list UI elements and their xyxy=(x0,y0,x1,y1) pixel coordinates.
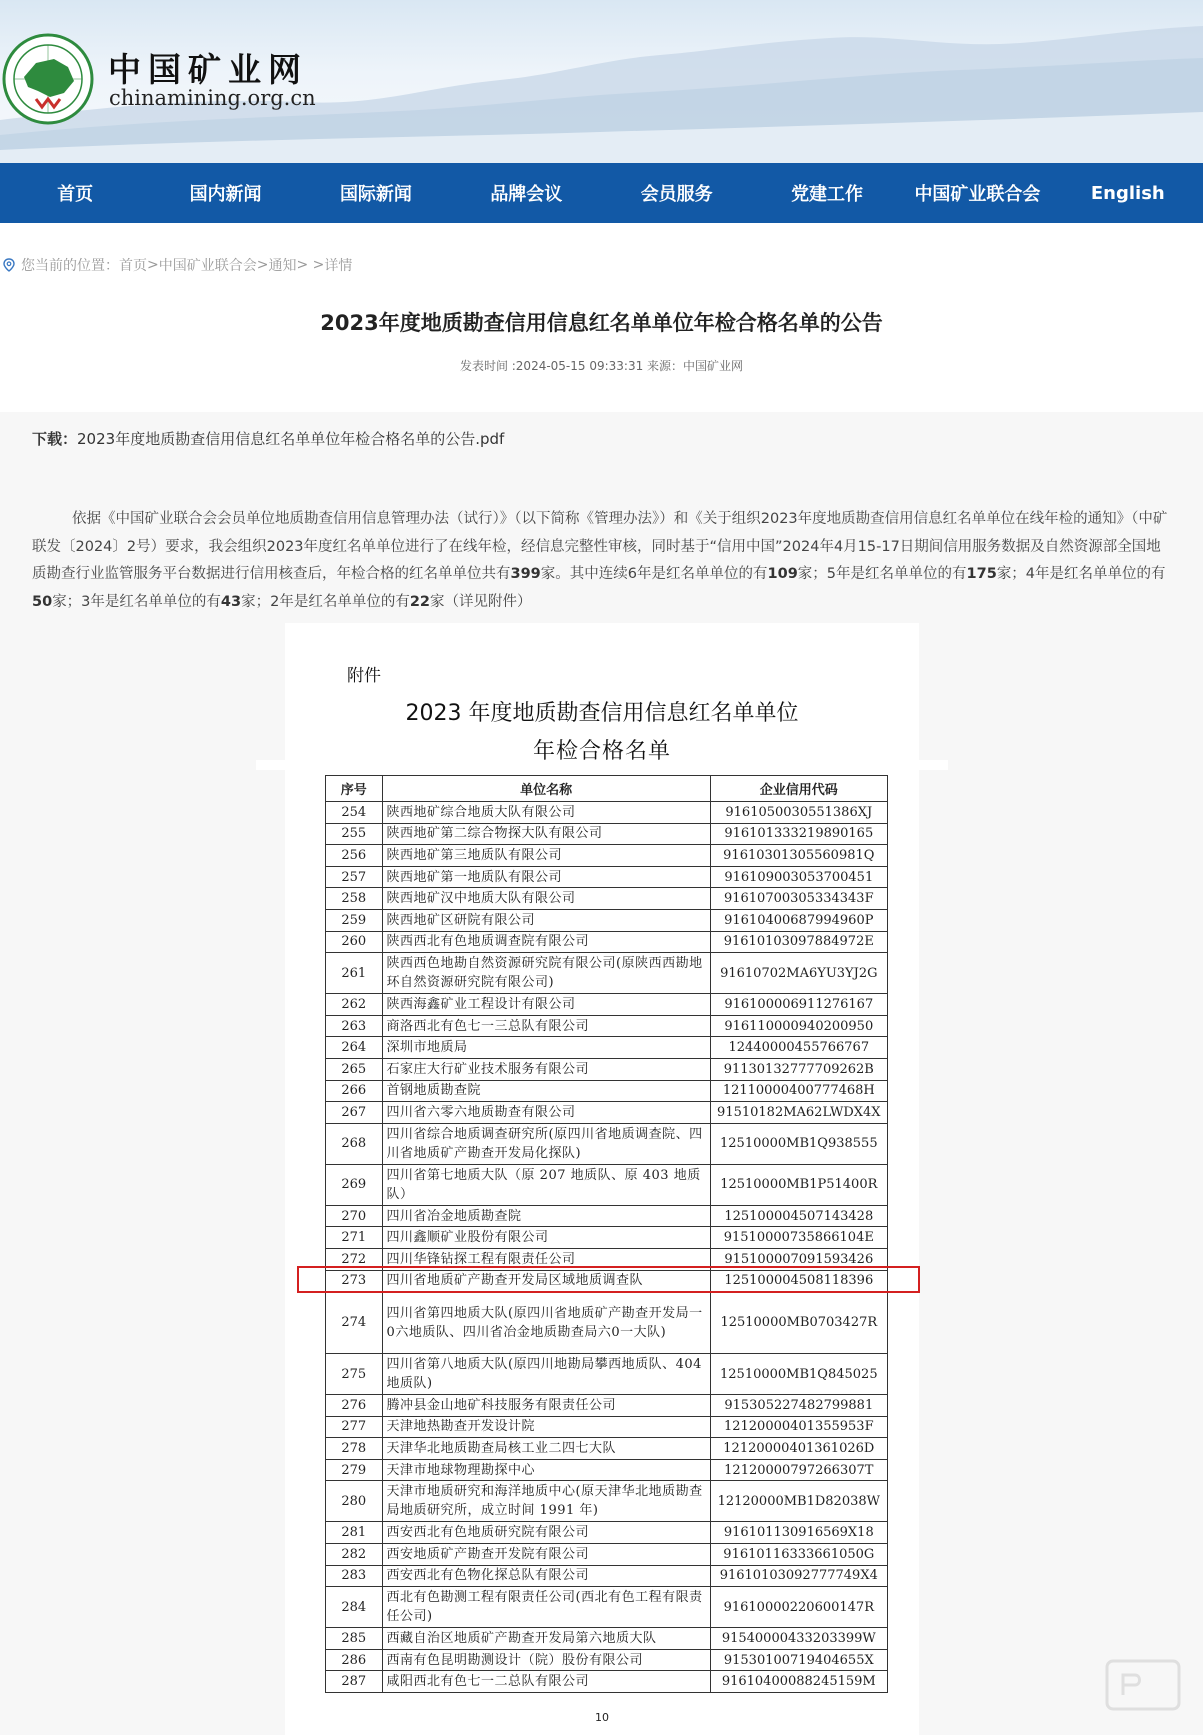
table-row xyxy=(326,1354,888,1395)
table-row xyxy=(326,1205,888,1227)
attachment-document xyxy=(285,623,919,1735)
cell-unit-name: 首钢地质勘查院 xyxy=(382,1080,710,1102)
cell-no: 274 xyxy=(326,1292,383,1354)
cell-credit-code: 91610702MA6YU3YJ2G xyxy=(710,953,887,994)
table-header-row xyxy=(326,776,888,802)
cell-credit-code: 9161050030551386XJ xyxy=(710,802,887,824)
breadcrumb-notice[interactable]: 通知 xyxy=(268,258,297,274)
cell-credit-code: 916101333219890165 xyxy=(710,823,887,845)
cell-credit-code: 12440000455766767 xyxy=(710,1037,887,1059)
nav-cmfa[interactable]: 中国矿业联合会 xyxy=(914,184,1041,205)
table-row xyxy=(326,1459,888,1481)
cell-no: 269 xyxy=(326,1164,383,1205)
nav-international-news[interactable]: 国际新闻 xyxy=(339,184,412,205)
breadcrumb-cmfa[interactable]: 中国矿业联合会 xyxy=(158,258,257,274)
cell-no: 261 xyxy=(326,953,383,994)
cell-no: 254 xyxy=(326,802,383,824)
cell-credit-code: 91130132777709262B xyxy=(710,1058,887,1080)
table-row xyxy=(326,1015,888,1037)
nav-home[interactable]: 首页 xyxy=(57,184,94,205)
cell-unit-name: 陕西地矿区研院有限公司 xyxy=(382,909,710,931)
para-text: 家（详见附件） xyxy=(430,593,532,610)
table-row xyxy=(326,1416,888,1438)
table-row xyxy=(326,1164,888,1205)
cell-no: 270 xyxy=(326,1205,383,1227)
table-row xyxy=(326,1292,888,1354)
cell-no: 282 xyxy=(326,1544,383,1566)
nav-brand-conference[interactable]: 品牌会议 xyxy=(490,184,563,205)
table-row xyxy=(326,866,888,888)
table-row xyxy=(326,1628,888,1650)
logo-emblem-icon xyxy=(2,33,94,125)
para-text: 家。其中连续6年是红名单单位的有 xyxy=(540,566,768,582)
download-line xyxy=(32,428,504,449)
table-row xyxy=(326,1080,888,1102)
para-text: 家；4年是红名单单位的有 xyxy=(996,566,1166,582)
breadcrumb xyxy=(3,255,352,275)
cell-no: 278 xyxy=(326,1438,383,1460)
article-meta: 发表时间 :2024-05-15 09:33:31 来源：中国矿业网 xyxy=(459,359,744,373)
cell-unit-name: 天津地热勘查开发设计院 xyxy=(382,1416,710,1438)
cell-unit-name: 深圳市地质局 xyxy=(382,1037,710,1059)
cell-unit-name: 西安地质矿产勘查开发院有限公司 xyxy=(382,1544,710,1566)
cell-unit-name: 腾冲县金山地矿科技服务有限责任公司 xyxy=(382,1395,710,1417)
cell-credit-code: 12510000MB1Q845025 xyxy=(710,1354,887,1395)
cell-credit-code: 916110000940200950 xyxy=(710,1015,887,1037)
cell-credit-code: 91610400088245159M xyxy=(710,1671,887,1693)
cell-no: 279 xyxy=(326,1459,383,1481)
cell-credit-code: 91610301305560981Q xyxy=(710,845,887,867)
cell-credit-code: 12510000MB1Q938555 xyxy=(710,1123,887,1164)
site-header xyxy=(0,0,1203,163)
cell-no: 277 xyxy=(326,1416,383,1438)
cell-unit-name: 陕西地矿综合地质大队有限公司 xyxy=(382,802,710,824)
table-row xyxy=(326,994,888,1016)
cell-credit-code: 915100007091593426 xyxy=(710,1248,887,1270)
cell-credit-code: 91610000220600147R xyxy=(710,1587,887,1628)
col-header-no: 序号 xyxy=(326,776,383,802)
cell-credit-code: 91530100719404655X xyxy=(710,1649,887,1671)
table-row xyxy=(326,823,888,845)
cell-no: 255 xyxy=(326,823,383,845)
cell-no: 276 xyxy=(326,1395,383,1417)
cell-no: 257 xyxy=(326,866,383,888)
cell-no: 256 xyxy=(326,845,383,867)
cell-credit-code: 12120000401361026D xyxy=(710,1438,887,1460)
cell-unit-name: 四川省地质矿产勘查开发局区域地质调查队 xyxy=(382,1270,710,1292)
para-text: 依据《中国矿业联合会会员单位地质勘查信用信息管理办法（试行）》（以下简称《管理办法》）和《关于组织2023年度地质勘查信用信息红名单单位在线年检的通知》（中矿联发〔2024〕2号）要求，我会组织2023年度红名单单位进行了在线年检，经信息完整性审核，同时基于“信用中国”2024年4月15-17日期间信用服务数据及自然资源部全国地质勘查行业监管服务平台数据进行信用核查后，年检合格的红名单单位共有 xyxy=(32,511,1168,582)
annex-label: 附件 xyxy=(347,666,381,686)
breadcrumb-home[interactable]: 首页 xyxy=(119,258,147,274)
cell-unit-name: 四川鑫顺矿业股份有限公司 xyxy=(382,1227,710,1249)
cell-no: 281 xyxy=(326,1522,383,1544)
cell-credit-code: 916101130916569X18 xyxy=(710,1522,887,1544)
table-row xyxy=(326,845,888,867)
article-paragraph xyxy=(32,506,1172,616)
cell-no: 271 xyxy=(326,1227,383,1249)
cell-credit-code: 12120000MB1D82038W xyxy=(710,1481,887,1522)
article-title: 2023年度地质勘查信用信息红名单单位年检合格名单的公告 xyxy=(320,311,883,335)
cell-unit-name: 四川省六零六地质勘查有限公司 xyxy=(382,1102,710,1124)
table-row xyxy=(326,802,888,824)
cell-credit-code: 915305227482799881 xyxy=(710,1395,887,1417)
cell-unit-name: 天津市地质研究和海洋地质中心(原天津华北地质勘查局地质研究所，成立时间 1991 年) xyxy=(382,1481,710,1522)
nav-member-service[interactable]: 会员服务 xyxy=(640,184,713,205)
cell-no: 264 xyxy=(326,1037,383,1059)
location-pin-icon xyxy=(3,258,15,272)
breadcrumb-sep: > xyxy=(147,257,159,273)
cell-unit-name: 陕西地矿第一地质队有限公司 xyxy=(382,866,710,888)
para-text: 家；2年是红名单单位的有 xyxy=(241,593,410,610)
cell-credit-code: 916100006911276167 xyxy=(710,994,887,1016)
cell-no: 273 xyxy=(326,1270,383,1292)
table-row xyxy=(326,1037,888,1059)
attachment-title-line2: 年检合格名单 xyxy=(532,739,671,764)
cell-no: 268 xyxy=(326,1123,383,1164)
cell-no: 267 xyxy=(326,1102,383,1124)
cell-credit-code: 91610700305334343F xyxy=(710,888,887,910)
cell-credit-code: 125100004507143428 xyxy=(710,1205,887,1227)
cell-no: 287 xyxy=(326,1671,383,1693)
cell-unit-name: 西安西北有色物化探总队有限公司 xyxy=(382,1565,710,1587)
cell-unit-name: 四川省综合地质调查研究所(原四川省地质调查院、四川省地质矿产勘查开发局化探队) xyxy=(382,1123,710,1164)
cell-unit-name: 陕西地矿汉中地质大队有限公司 xyxy=(382,888,710,910)
cell-no: 263 xyxy=(326,1015,383,1037)
cell-credit-code: 91610116333661050G xyxy=(710,1544,887,1566)
cell-unit-name: 四川省冶金地质勘查院 xyxy=(382,1205,710,1227)
main-nav xyxy=(0,163,1203,223)
cell-no: 280 xyxy=(326,1481,383,1522)
table-row xyxy=(326,1522,888,1544)
page-number: 10 xyxy=(595,1711,609,1724)
table-row xyxy=(326,1649,888,1671)
para-text: 家；5年是红名单单位的有 xyxy=(797,566,967,582)
cell-credit-code: 916109003053700451 xyxy=(710,866,887,888)
nav-english[interactable]: English xyxy=(1090,182,1165,204)
cell-unit-name: 天津华北地质勘查局核工业二四七大队 xyxy=(382,1438,710,1460)
cell-no: 258 xyxy=(326,888,383,910)
cell-unit-name: 陕西海鑫矿业工程设计有限公司 xyxy=(382,994,710,1016)
table-row xyxy=(326,1227,888,1249)
cell-no: 272 xyxy=(326,1248,383,1270)
watermark-icon xyxy=(1103,1655,1183,1715)
cell-unit-name: 咸阳西北有色七一二总队有限公司 xyxy=(382,1671,710,1693)
qualified-units-table xyxy=(325,775,888,1693)
cell-no: 284 xyxy=(326,1587,383,1628)
cell-unit-name: 陕西地矿第二综合物探大队有限公司 xyxy=(382,823,710,845)
cell-unit-name: 石家庄大行矿业技术服务有限公司 xyxy=(382,1058,710,1080)
cell-no: 265 xyxy=(326,1058,383,1080)
cell-no: 275 xyxy=(326,1354,383,1395)
table-row xyxy=(326,953,888,994)
cell-credit-code: 12110000400777468H xyxy=(710,1080,887,1102)
site-name: 中国矿业网 xyxy=(108,50,308,89)
cell-unit-name: 陕西地矿第三地质队有限公司 xyxy=(382,845,710,867)
cell-unit-name: 四川华锋钻探工程有限责任公司 xyxy=(382,1248,710,1270)
table-row xyxy=(326,909,888,931)
cell-credit-code: 12510000MB1P51400R xyxy=(710,1164,887,1205)
cell-credit-code: 91540000433203399W xyxy=(710,1628,887,1650)
cell-unit-name: 四川省第四地质大队(原四川省地质矿产勘查开发局一0六地质队、四川省冶金地质勘查局六0一大队) xyxy=(382,1292,710,1354)
cell-credit-code: 12120000401355953F xyxy=(710,1416,887,1438)
cell-credit-code: 12510000MB0703427R xyxy=(710,1292,887,1354)
col-header-code: 企业信用代码 xyxy=(710,776,887,802)
cell-no: 285 xyxy=(326,1628,383,1650)
col-header-name: 单位名称 xyxy=(382,776,710,802)
cell-credit-code: 91510182MA62LWDX4X xyxy=(710,1102,887,1124)
count-3yr: 43 xyxy=(220,593,242,610)
breadcrumb-detail: 详情 xyxy=(324,258,353,274)
cell-credit-code: 125100004508118396 xyxy=(710,1270,887,1292)
cell-no: 259 xyxy=(326,909,383,931)
cell-no: 260 xyxy=(326,931,383,953)
cell-unit-name: 四川省第七地质大队（原 207 地质队、原 403 地质队） xyxy=(382,1164,710,1205)
table-row xyxy=(326,931,888,953)
table-row xyxy=(326,1481,888,1522)
table-row xyxy=(326,1671,888,1693)
table-row xyxy=(326,888,888,910)
cell-unit-name: 四川省第八地质大队(原四川地勘局攀西地质队、404 地质队) xyxy=(382,1354,710,1395)
table-row xyxy=(326,1395,888,1417)
table-row xyxy=(326,1587,888,1628)
table-row xyxy=(326,1123,888,1164)
count-4yr: 50 xyxy=(32,593,53,610)
table-row xyxy=(326,1565,888,1587)
breadcrumb-prefix: 您当前的位置： xyxy=(21,258,119,274)
nav-party-building[interactable]: 党建工作 xyxy=(791,184,864,205)
count-2yr: 22 xyxy=(409,593,431,610)
cell-no: 283 xyxy=(326,1565,383,1587)
table-row xyxy=(326,1058,888,1080)
para-text: 家；3年是红名单单位的有 xyxy=(52,593,221,610)
cell-no: 266 xyxy=(326,1080,383,1102)
download-label: 下载： xyxy=(32,430,78,448)
cell-unit-name: 陕西西色地勘自然资源研究院有限公司(原陕西西勘地环自然资源研究院有限公司) xyxy=(382,953,710,994)
cell-unit-name: 西南有色昆明勘测设计（院）股份有限公司 xyxy=(382,1649,710,1671)
cell-unit-name: 西北有色勘测工程有限责任公司(西北有色工程有限责任公司) xyxy=(382,1587,710,1628)
highlight-box-row-273 xyxy=(297,1266,920,1293)
table-row xyxy=(326,1438,888,1460)
attachment-title-line1: 2023 年度地质勘查信用信息红名单单位 xyxy=(405,701,799,726)
cell-no: 286 xyxy=(326,1649,383,1671)
cell-no: 262 xyxy=(326,994,383,1016)
cell-unit-name: 天津市地球物理勘探中心 xyxy=(382,1459,710,1481)
count-5yr: 175 xyxy=(966,566,997,582)
breadcrumb-sep: > xyxy=(256,257,269,273)
download-pdf-link[interactable]: 2023年度地质勘查信用信息红名单单位年检合格名单的公告.pdf xyxy=(77,430,505,448)
cell-credit-code: 91610103097884972E xyxy=(710,931,887,953)
site-domain: chinamining.org.cn xyxy=(109,86,316,110)
cell-credit-code: 91510000735866104E xyxy=(710,1227,887,1249)
cell-credit-code: 12120000797266307T xyxy=(710,1459,887,1481)
cell-credit-code: 91610103092777749X4 xyxy=(710,1565,887,1587)
total-count: 399 xyxy=(510,566,541,582)
table-row xyxy=(326,1102,888,1124)
cell-unit-name: 商洛西北有色七一三总队有限公司 xyxy=(382,1015,710,1037)
cell-credit-code: 91610400687994960P xyxy=(710,909,887,931)
cell-unit-name: 陕西西北有色地质调查院有限公司 xyxy=(382,931,710,953)
cell-unit-name: 西安西北有色地质研究院有限公司 xyxy=(382,1522,710,1544)
count-6yr: 109 xyxy=(767,566,798,582)
cell-unit-name: 西藏自治区地质矿产勘查开发局第六地质大队 xyxy=(382,1628,710,1650)
table-row xyxy=(326,1544,888,1566)
nav-domestic-news[interactable]: 国内新闻 xyxy=(189,184,262,205)
breadcrumb-sep: > > xyxy=(296,257,325,273)
